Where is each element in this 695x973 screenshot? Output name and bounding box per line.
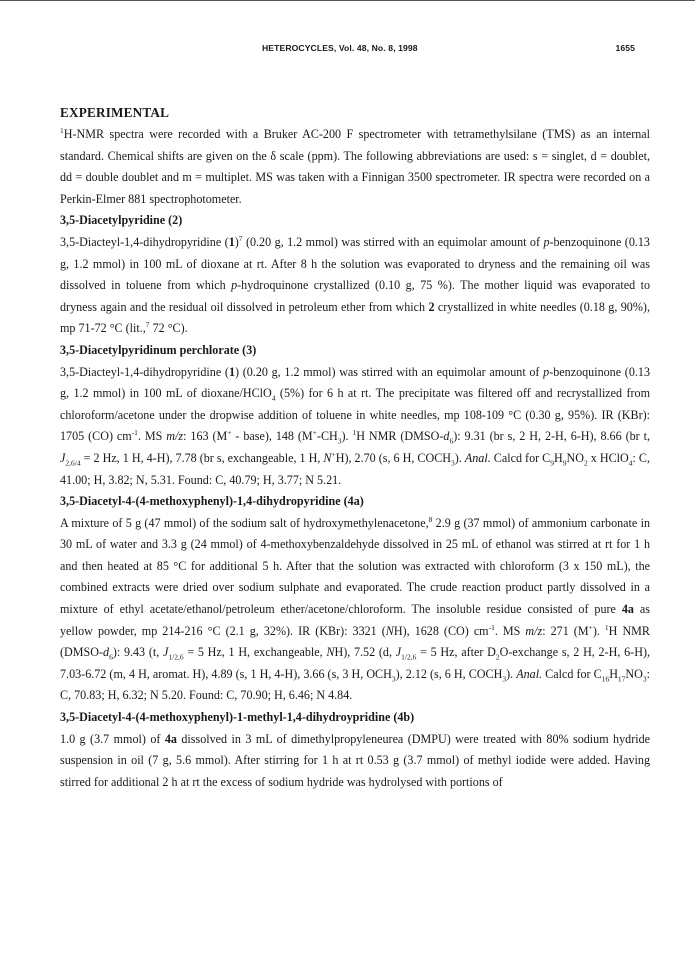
subscript: 9 <box>562 458 567 468</box>
italic-mz: m/z <box>525 623 543 638</box>
italic-j: J <box>163 645 169 660</box>
text-run: H NMR (DMSO- <box>356 429 444 444</box>
compound-2-title: 3,5-Diacetylpyridine (2) <box>60 213 183 228</box>
compound-3-title: 3,5-Diacetylpyridinum perchlorate (3) <box>60 342 257 357</box>
compound-ref: 2 <box>428 299 435 314</box>
top-rule <box>0 0 695 1</box>
text-run: : 163 (M <box>183 429 228 444</box>
reference-mark: 7 <box>238 233 243 243</box>
text-run: : C, 70.83; H, 6.32; N 5.20. Found: C, 70.90; H, 6.46; N 4.84. <box>60 666 651 703</box>
text-run: -hydroquinone crystallized (0.10 g, 75 %). The mother liquid was evaporated to dryness again and the residual oil dissolved in petroleum ether from which <box>60 278 650 314</box>
subscript: 6 <box>449 436 454 446</box>
superscript: 1 <box>60 125 64 135</box>
italic-n: N <box>323 450 332 465</box>
subscript: 3 <box>391 674 396 684</box>
text-run: H), 1628 (CO) cm <box>393 623 489 638</box>
text-run: crystallized in white needles (0.18 g, 90%), mp 71-72 °C (lit., <box>60 299 650 336</box>
subscript: 2 <box>583 458 588 468</box>
text-run: A mixture of 5 g (47 mmol) of the sodium salt of hydroxymethylenacetone, <box>60 515 429 530</box>
superscript: + <box>331 449 336 459</box>
text-run: Calcd for C <box>490 450 551 465</box>
italic-p: p <box>231 278 238 293</box>
superscript: 1 <box>352 428 357 438</box>
italic-j: J <box>395 645 402 660</box>
subscript: 3 <box>502 674 507 684</box>
text-run: ): 9.43 (t, <box>112 645 163 660</box>
reference-mark: 8 <box>428 514 433 524</box>
subscript: 17 <box>617 674 626 684</box>
text-run: 1.0 g (3.7 mmol) of <box>60 731 165 746</box>
subscript: 3 <box>451 458 455 468</box>
text-run: x HClO <box>587 450 629 465</box>
reference-mark: 7 <box>145 320 150 330</box>
italic-d: d <box>103 645 110 660</box>
page-number: 1655 <box>615 43 635 53</box>
compound-ref: 1 <box>228 234 235 249</box>
text-run: NO <box>625 666 643 681</box>
section-title: EXPERIMENTAL <box>60 105 170 120</box>
superscript: -1 <box>488 622 495 632</box>
subscript: 3 <box>642 674 647 684</box>
superscript: + <box>312 428 317 438</box>
running-header <box>0 43 695 59</box>
text-run: . MS <box>494 623 526 638</box>
text-run: -benzoquinone (0.13 g, 1.2 mmol) in 100 mL of dioxane/HClO <box>60 364 650 401</box>
superscript: -1 <box>131 428 138 438</box>
article-body <box>60 102 650 793</box>
text-run: (0.20 g, 1.2 mmol) was stirred with an equimolar amount of <box>242 234 544 249</box>
text-run: dissolved in 3 mL of dimethylpropyleneurea (DMPU) were treated with 80% sodium hydride suspension in oil (7 g, 5.6 mmol). After stirring for 1 h at rt 0.53 g (3.7 mmol) of methyl iodide were added. Having stirred for additional 2 h at rt the excess of sodium hydride was hydrolysed with portions of <box>60 731 651 789</box>
text-run: = 5 Hz, after D <box>416 645 496 660</box>
subscript: 1/2,6 <box>168 652 184 662</box>
text-run: ): 9.31 (br s, 2 H, 2-H, 6-H), 8.66 (br t, <box>453 429 650 444</box>
subscript: 2 <box>495 652 500 662</box>
text-run: ) <box>234 234 239 249</box>
subscript: 3 <box>337 436 342 446</box>
subscript: 1/2,6 <box>401 652 417 662</box>
text-run: 3,5-Diacteyl-1,4-dihydropyridine ( <box>60 364 229 379</box>
text-run: H-NMR spectra were recorded with a Bruker AC-200 F spectrometer with tetramethylsilane (TMS) as an internal standard. Chemical shifts are given on the <box>60 127 650 163</box>
subscript: 2,6/4 <box>65 458 81 468</box>
compound-ref: 1 <box>228 364 235 379</box>
compound-2-paragraph <box>60 232 650 340</box>
text-run: - base), 148 (M <box>231 429 313 444</box>
italic-anal: Anal. <box>516 666 543 681</box>
text-run: (5%) for 6 h at rt. The precipitate was filtered off and recrystallized from chloroform/acetone under the dropwise addition of toluene in white needles, mp 108-109 °C (0.30 g, 95%). IR (KBr): 1705 (CO) cm <box>60 386 650 444</box>
text-run: 2.9 g (37 mmol) of ammonium carbonate in 30 mL of water and 3.3 g (24 mmol) of 4-methoxybenzaldehyde dissolved in 25 mL of ethanol was stirred at rt for 1 h and then heated at 85 °C for additional 5 h. After that the solution was extracted with chloroform (3 x 150 mL), the combined extracts were dried over sodium sulphate and evaporated. The crude reaction product partly dissolved in a mixture of ethyl acetate/ethanol/petroleum ether/acetone/chloroform. The insoluble residue consisted of pure <box>60 515 650 617</box>
text-run: H <box>554 450 563 465</box>
italic-n: N <box>385 623 394 638</box>
text-run: H NMR (DMSO- <box>60 623 650 660</box>
text-run: H), 7.52 (d, <box>334 645 396 660</box>
compound-ref: 4a <box>621 602 634 617</box>
journal-citation: HETEROCYCLES, Vol. 48, No. 8, 1998 <box>262 43 418 53</box>
subscript: 4 <box>271 393 276 403</box>
italic-n: N <box>326 645 335 660</box>
subscript: 9 <box>550 458 554 468</box>
text-run: NO <box>566 450 584 465</box>
text-run: ). <box>454 450 465 465</box>
superscript: 1 <box>604 622 609 632</box>
text-run: O-exchange s, 2 H, 2-H, 6-H), 7.03-6.72 (m, 4 H, aromat. H), 4.89 (s, 1 H, 4-H), 3.66 (s, 3 H, OCH <box>60 645 650 681</box>
compound-4b-paragraph <box>60 729 650 794</box>
italic-d: d <box>443 429 450 444</box>
text-run: = 2 Hz, 1 H, 4-H), 7.78 (br s, exchangeable, 1 H, <box>80 450 324 465</box>
compound-4b-title: 3,5-Diacetyl-4-(4-methoxyphenyl)-1-methyl-1,4-dihydroypridine (4b) <box>60 710 415 725</box>
intro-paragraph <box>60 124 650 210</box>
compound-4a-paragraph <box>60 513 650 707</box>
text-run: : C, 41.00; H, 3.82; N, 5.31. Found: C, 40.79; H, 3.77; N 5.21. <box>60 450 650 487</box>
text-run: = 5 Hz, 1 H, exchangeable, <box>183 645 327 660</box>
text-run: H <box>609 666 618 681</box>
text-run: 72 °C). <box>149 321 188 336</box>
text-run: . MS <box>137 429 167 444</box>
text-run: H), 2.70 (s, 6 H, COCH <box>335 450 452 465</box>
text-run: ). <box>506 666 517 681</box>
subscript: 6 <box>109 652 113 662</box>
superscript: + <box>227 428 232 438</box>
text-run: ). <box>341 429 353 444</box>
subscript: 16 <box>601 674 610 684</box>
text-run: scale (ppm). The following abbreviations are used: s = singlet, d = doublet, dd = double doublet and m = multiplet. MS was taken with a Finnigan 3500 spectrometer. IR spectra were recorded on a Perkin-Elmer 881 spectrophotometer. <box>60 148 650 206</box>
text-run: ), 2.12 (s, 6 H, COCH <box>395 666 503 681</box>
text-run: Calcd for C <box>542 666 602 681</box>
superscript: + <box>588 622 593 632</box>
text-run: as yellow powder, mp 214-216 °C (2.1 g, 32%). IR (KBr): 3321 ( <box>60 602 650 638</box>
compound-4a-title: 3,5-Diacetyl-4-(4-methoxyphenyl)-1,4-dihydropyridine (4a) <box>60 494 364 509</box>
text-run: 3,5-Diacteyl-1,4-dihydropyridine ( <box>60 234 229 249</box>
compound-3-paragraph <box>60 362 650 492</box>
text-run: -CH <box>316 429 338 444</box>
compound-ref: 4a <box>164 731 177 746</box>
text-run: -benzoquinone (0.13 g, 1.2 mmol) in 100 mL of dioxane at rt. After 8 h the solution was evaporated to dryness and the remaining oil was dissolved in toluene from which <box>60 234 650 293</box>
italic-j: J <box>60 450 66 465</box>
italic-p: p <box>543 234 550 249</box>
italic-mz: m/z <box>166 429 184 444</box>
italic-p: p <box>543 364 550 379</box>
text-run: ) (0.20 g, 1.2 mmol) was stirred with an equimolar amount of <box>235 364 544 379</box>
subscript: 4 <box>628 458 633 468</box>
text-run: ). <box>592 623 605 638</box>
text-run: : 271 (M <box>542 623 589 638</box>
italic-anal: Anal. <box>464 450 491 465</box>
delta-symbol: δ <box>270 148 277 163</box>
